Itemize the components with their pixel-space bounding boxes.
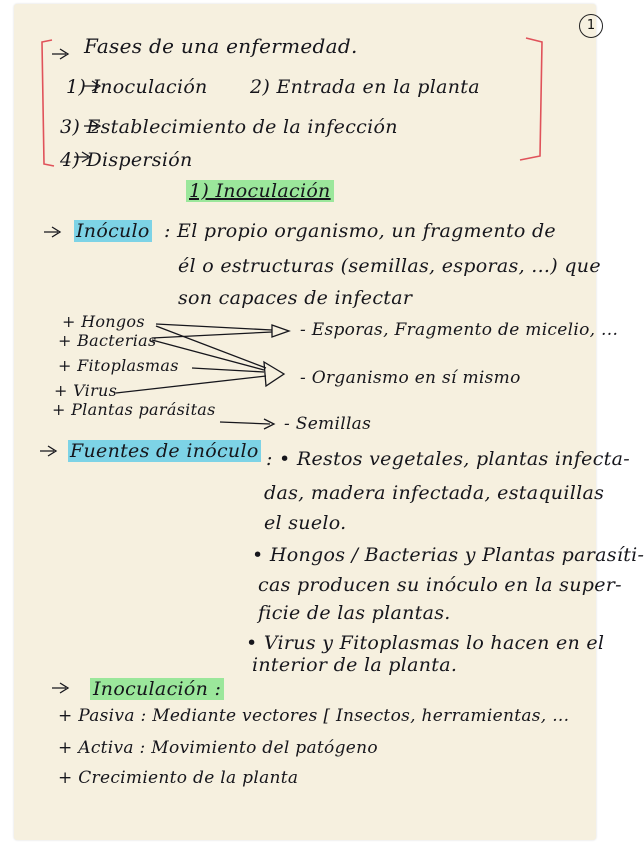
notebook-page bbox=[14, 4, 644, 840]
organism-fitoplasmas: + Fitoplasmas bbox=[58, 356, 179, 375]
summary-title: Fases de una enfermedad. bbox=[84, 34, 358, 58]
arrow-virus-organismo bbox=[116, 376, 266, 393]
fuentes-b3-line2: interior de la planta. bbox=[252, 654, 458, 676]
fuentes-b2-line3: ficie de las plantas. bbox=[258, 602, 451, 624]
arrow-icon bbox=[40, 446, 56, 456]
arrow-plantas-semillas bbox=[220, 419, 274, 429]
inoculacion-pasiva: + Pasiva : Mediante vectores [ Insectos, herramientas, ... bbox=[58, 706, 570, 726]
fuentes-b1-line2: das, madera infectada, estaquillas bbox=[264, 482, 605, 504]
fuentes-b3-line1: • Virus y Fitoplasmas lo hacen en el bbox=[246, 632, 605, 654]
arrow-icon bbox=[52, 49, 68, 59]
fuentes-b1-line3: el suelo. bbox=[264, 512, 347, 534]
inoculo-label-text: Inóculo bbox=[76, 220, 150, 242]
organism-plantas-parasitas: + Plantas parásitas bbox=[52, 400, 216, 419]
organism-hongos: + Hongos bbox=[62, 312, 145, 331]
summary-item-3: 3) Establecimiento de la infección bbox=[60, 116, 398, 138]
section-heading-text: 1) Inoculación bbox=[186, 180, 334, 202]
section-heading bbox=[186, 180, 334, 202]
arrow-head-organismo bbox=[264, 362, 284, 386]
inoculo-def-line2: él o estructuras (semillas, esporas, ...) que bbox=[178, 255, 601, 277]
arrow-bacterias-esporas bbox=[152, 332, 272, 338]
target-semillas: - Semillas bbox=[284, 414, 372, 434]
organism-bacterias: + Bacterias bbox=[58, 331, 157, 350]
inoculacion-label bbox=[90, 678, 224, 700]
inoculacion-label-text: Inoculación : bbox=[90, 678, 224, 700]
summary-item-1: 1) Inoculación bbox=[66, 76, 208, 98]
arrow-head-esporas bbox=[272, 325, 289, 337]
summary-item-4: 4) Dispersión bbox=[60, 149, 193, 171]
organism-virus: + Virus bbox=[54, 381, 118, 400]
inoculacion-crecimiento: + Crecimiento de la planta bbox=[58, 768, 299, 788]
arrow-icon bbox=[52, 683, 68, 693]
fuentes-label bbox=[68, 440, 261, 462]
fuentes-b1-line1: : • Restos vegetales, plantas infecta- bbox=[266, 448, 630, 470]
summary-bracket-right bbox=[520, 38, 542, 160]
target-esporas: - Esporas, Fragmento de micelio, ... bbox=[300, 320, 619, 340]
fuentes-b2-line1: • Hongos / Bacterias y Plantas parasíti- bbox=[252, 544, 644, 566]
inoculo-def-line1: : El propio organismo, un fragmento de bbox=[164, 220, 556, 242]
arrow-fitoplasmas-organismo bbox=[192, 368, 264, 372]
fuentes-label-text: Fuentes de inóculo bbox=[70, 440, 259, 462]
page-number: 1 bbox=[579, 14, 603, 38]
fuentes-b2-line2: cas producen su inóculo en la super- bbox=[258, 574, 622, 596]
inoculacion-activa: + Activa : Movimiento del patógeno bbox=[58, 738, 378, 758]
arrow-icon bbox=[44, 227, 60, 237]
summary-item-2: 2) Entrada en la planta bbox=[250, 76, 480, 98]
inoculo-label bbox=[74, 220, 152, 242]
target-organismo: - Organismo en sí mismo bbox=[300, 368, 521, 388]
inoculo-def-line3: son capaces de infectar bbox=[178, 287, 413, 309]
summary-bracket-left bbox=[42, 40, 54, 166]
arrow-hongos-esporas bbox=[156, 324, 272, 330]
